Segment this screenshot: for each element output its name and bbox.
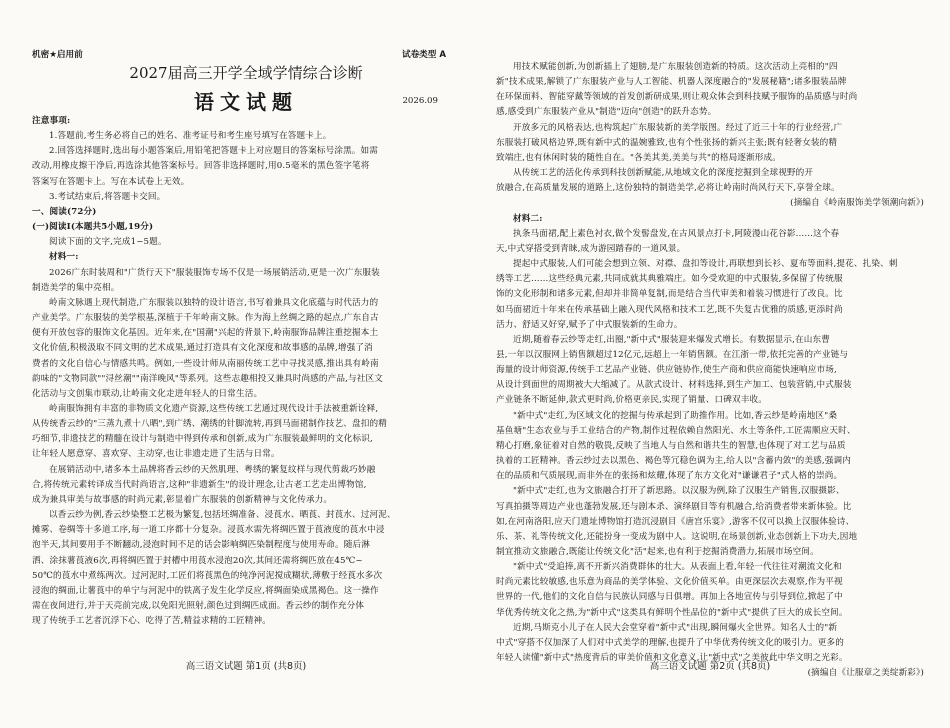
text-line: 韵味的"文物同款""浔丝潮""南洋晚风"等系列。这些志趣相投又兼具时尚感的产品,与社区文 — [32, 373, 384, 384]
text-line: 成为兼具审美与故事感的时尚元素,彰显着广东服装的创新精神与文化传承力。 — [32, 494, 333, 505]
text-line: 乐、茶、礼等传统文化,还能扮身一变成为剧中人。这说明,在场景创新,业态创新上下功夫,因地 — [496, 531, 858, 542]
exam-header — [32, 44, 460, 64]
text-line: 答案写在答题卡上。写在本试卷上无效。 — [32, 176, 190, 187]
page-2-body — [496, 60, 924, 681]
text-line: 中式"穿搭不仅加深了人们对中式美学的理解,也提升了中华优秀传统文化的吸引力。更多的 — [496, 637, 844, 648]
text-line: 近期,马斯克小儿子在人民大会堂穿着"新中式"出现,瞬间爆火全世界。知名人士的"新 — [513, 622, 838, 633]
subject-title: 语文试题 — [194, 90, 298, 114]
text-line: 制宜推动文旅融合,既能让传统文化"活"起来,也有利于挖掘消费潜力,拓展市场空间。 — [496, 547, 819, 557]
text-line: 费者的文化自信心与情感共鸣。例如,一些设计师从南丽传统工艺中寻找灵感,推出具有岭南 — [32, 358, 379, 369]
text-line: 巧细节,非遗技艺的精髓在设计与制造中得到传承和创新,成为广东服装最鲜明的文化标识, — [32, 434, 373, 445]
text-line: 摊雾、卷绸等十多道工序,每一道工序都十分复杂。浸莨水需先将绸匹置于莨液度的莨水中浸 — [32, 525, 385, 536]
page-1-footer: 高三语文试题 第1页 (共8页) — [185, 661, 307, 672]
text-line: 让年轻人愿意穿、喜欢穿、主动穿,也让非遗走进了生活与日常。 — [32, 449, 280, 460]
text-line: 产业美学。广东服装的美学根基,深植于千年岭南文脉。作为海上丝绸之路的起点,广东自古 — [32, 313, 379, 324]
text-line: 近期,随着春云纱等走红,出圈,"新中式"服装迎来爆发式增长。有数据显示,在山东曹 — [513, 334, 831, 345]
text-line: 如,在河南洛阳,应天门遗址博物馆打造沉浸剧目《唐宫乐宴》,游客不仅可以换上汉服体验诗、 — [496, 516, 855, 527]
text-line: 2026广东时装周和"广货行天下"服装服饰专场不仅是一场展销活动,更是一次广东服装 — [49, 267, 380, 278]
text-line: (一)阅读Ⅰ(本题共5小题,19分) — [32, 222, 154, 233]
text-line: 50℃的莨水中煮练两次。过河泥时,工匠们将莨黑色的纯净河泥搅成糊状,薄敷于经莨水多次 — [32, 570, 383, 581]
text-line: 便有开放包容的服饰文化基因。近年来,在"国潮"兴起的背景下,岭南服饰品牌注重挖掘本土 — [32, 328, 379, 339]
text-line: 阅读下面的文字,完成1~5题。 — [49, 237, 167, 248]
text-line: 开放多元的风格表达,也构筑起广东服装新的美学版图。经过了近三十年的行业经营,广 — [513, 122, 843, 133]
text-line: 精心打磨,象征着对自然的敬畏,反映了当地人与自然和谐共生的智慧,也体现了对工艺与品质 — [496, 440, 846, 451]
exam-date: 2026.09 — [402, 96, 438, 106]
text-line: 材料一: — [49, 252, 79, 263]
text-line: 注意事项: — [32, 116, 71, 126]
text-line: "新中式"走红,为区域文化的挖掘与传承起到了助推作用。比如,香云纱是岭南地区"桑 — [513, 410, 838, 421]
text-line: 泡半天,其间要用手不断翻动,浸泡时间不足的话会影响绸匹染制程度与使用寿命。随后淋 — [32, 540, 371, 551]
text-line: 浸泡的绸面,让薯莨中的单宁与河泥中的铁离子发生化学反应,将绸面染成黑褐色。这一操作 — [32, 585, 379, 596]
text-line: 华优秀传统文化之热,为"新中式"这类具有鲜明个性品位的"新中式"提供了巨大的成长空间。 — [496, 607, 848, 618]
exam-page-2 — [496, 60, 924, 728]
text-line: 在展销活动中,诸多本土品牌将香云纱的天然肌理、粤绣的繁复纹样与现代剪裁巧妙融 — [49, 464, 376, 475]
text-line: 海量的设计师资源,传统手工艺品产业链、供应链协作,使生产商和供应商能快速响应市场, — [496, 365, 837, 376]
subject-row — [32, 84, 460, 114]
confidential-label: 机密★启用前 — [32, 50, 83, 60]
text-line: 材料二: — [513, 213, 543, 224]
text-line: 一、阅读(72分) — [32, 206, 97, 217]
text-line: 如马面裙近十年来在传承基础上融入现代风格和技术工艺,既不失复古优雅的质感,更添时尚 — [496, 304, 843, 315]
text-line: 在环保面料、智能穿戴等领域的首发创新研成果,则让观众体会到科技赋予服饰的品质感与时尚 — [496, 92, 858, 103]
text-line: 2.回答选择题时,选出每小题答案后,用铅笔把答题卡上对应题目的答案标号涂黑。如需 — [49, 146, 379, 157]
text-line: 从传统工艺的活化传承到科技创新赋能,从地域文化的深度挖掘到全球视野的开 — [513, 168, 814, 179]
text-line: "新中式"走红,也为文旅融合打开了新思路。以汉服为例,除了汉服生产销售,汉服摄影、 — [513, 486, 845, 497]
page-1-body — [32, 114, 460, 629]
exam-title: 2027届高三开学全域学情综合诊断 — [129, 64, 363, 82]
text-line: 世界的一代,他们的文化自信与民族认同感与日俱增。再加上各地宣传与引导到位,掀起了中 — [496, 592, 843, 603]
text-line: 化活动与文创集市联动,让岭南文化走进年轻人的日常生活。 — [32, 388, 263, 399]
text-line: 现了传统手工艺者沉浮下心、吃得了苦,精益求精的工匠精神。 — [32, 616, 271, 627]
text-line: 合,将传统元素转译成当代时尚语言,这种"非遗新生"的设计理念,让古老工艺走出博物馆, — [32, 479, 367, 490]
page-2-footer: 高三语文试题 第2页 (共8页) — [649, 661, 771, 672]
text-line: 以香云纱为例,香云纱染整工艺极为繁复,包括坯绸准备、浸莨水、晒莨、封莨水、过河泥、 — [49, 510, 396, 521]
text-line: 需在夜间进行,并于天亮前完成,以免阳光照射,颜色过到绸匹成面。香云纱的制作充分体 — [32, 601, 365, 611]
text-line: 致端庄,也有休闲时装的随性自在。"各美其美,美美与共"的格局逐渐形成。 — [496, 152, 782, 163]
text-line: (摘编自《让服章之美绽新彩》) — [807, 668, 924, 679]
text-line: "新中式"受追捧,离不开新兴消费群体的壮大。从表面上看,年轻一代往往对潮流文化和 — [513, 562, 842, 573]
text-line: 岭南文脉遇上现代制造,广东服装以独特的设计语言,书写着兼具文化底蕴与时代活力的 — [49, 297, 379, 308]
text-line: 执条马面裙,配上素色衬衣,做个发髻盘发,在古风景点打卡,阿陵漫山花谷影……这个春 — [513, 228, 840, 239]
text-line: 感,感受到广东服装产业从"制造"迈向"创造"的跃升态势。 — [496, 107, 717, 118]
text-line: 天,中式穿搭受到青睐,成为游园踏春的一道风景。 — [496, 243, 686, 254]
text-line: 新"技术成果,解锁了广东服装产业与人工智能、机器人深度融合的"发展秘籍";诸多服装品牌 — [496, 77, 847, 88]
text-line: 饰的文化形制和诸多元素,但却并非简单复制,而是结合当代审美和着装习惯进行了改良。比 — [496, 289, 843, 300]
text-line: 岭南服饰拥有丰富的非物质文化遗产资源,这些传统工艺通过现代设计手法被重新诠释, — [49, 403, 379, 414]
exam-type-label: 试卷类型 A — [401, 50, 446, 60]
text-line: 基鱼塘"生态农业与手工业结合的产物,制作过程依赖自然阳光、水土等条件,工匠需顺应天时、 — [496, 425, 856, 436]
text-line: 制造美学的集中亮相。 — [32, 282, 120, 293]
text-line: 洒、涂抹薯莨液6次,再将绸匹置于封槽中用莨水浸泡20次,其间还需将绸匹放在45℃~ — [32, 555, 363, 566]
text-line: 从传统香云纱的"三蒸九煮十八晒",到广绣、潮绣的针脚流转,再到马面裙制作技艺、盘扣的精 — [32, 419, 387, 430]
text-line: 3.考试结束后,将答题卡交回。 — [49, 191, 166, 202]
text-line: 1.答题前,考生务必将自己的姓名、准考证号和考生座号填写在答题卡上。 — [49, 131, 332, 142]
text-line: 执着的工匠精神。香云纱过去以黑色、褐色等冗稳色调为主,给人以"含蓄内敛"的美感,强调内 — [496, 456, 851, 467]
text-line: 年轻人读懂"新中式"热度背后的审美价值和文化意义,让"新中式"之美彼此中华文明之光彩。 — [496, 653, 848, 664]
text-line: 在的品质和气质展现,而非外在的张扬和炫耀,体现了东方文化对"谦谦君子"式人格的崇尚。 — [496, 471, 843, 482]
text-line: 从设计到面世的周期被大大缩减了。从款式设计、材料选择,到生产加工、包装营销,中式服装 — [496, 380, 852, 391]
text-line: 写真拍摄等周边产业也蓬勃发展,还与剧本杀、演绎剧目等有机融合,给消费者带来新体验。比 — [496, 501, 852, 512]
text-line: 文化价值,积极汲取不同文明的艺术成果,通过打造具有文化深度和故事感的品牌,增强了消 — [32, 343, 373, 354]
text-line: 时尚元素比较敏感,也乐意为商品的美学体验、文化价值买单。由更深层次去观察,作为平视 — [496, 577, 843, 588]
text-line: 东服装打破风格边界,既有新中式的温婉雅致,也有个性张扬的新兴主张;既有轻奢女装的精 — [496, 137, 838, 148]
text-line: 县,一年以汉服网上销售额超过12亿元,远超上一年销售额。在江浙一带,依托完善的产业链与 — [496, 349, 849, 360]
text-line: 活力、舒适又好穿,赋予了中式服装新的生命力。 — [496, 319, 683, 330]
text-line: 产业链条不断延伸,款式更时尚,价格更亲民,实现了销量、口碑双丰收。 — [496, 395, 767, 406]
text-line: 提起中式服装,人们可能会想到立领、对襟、盘扣等设计,再联想到长衫、夏布等面料,提花、扎染、刺 — [513, 259, 898, 270]
exam-page-1 — [32, 44, 460, 728]
text-line: 绣等工艺……这些经典元素,共同成就其典雅端庄。如今受欢迎的中式服装,多保留了传统服 — [496, 274, 843, 285]
text-line: 放融合,在高质量发展的道路上,这份独特的制造美学,必将让岭南时尚风行天下,享誉全球。 — [496, 183, 840, 194]
text-line: 改动,用橡皮擦干净后,再选涂其他答案标号。回答非选择题时,用0.5毫米的黑色签字笔将 — [32, 161, 370, 172]
text-line: 用技术赋能创新,为创新插上了翅膀,是广东服装创造新的特质。这次活动上亮相的"四 — [513, 62, 838, 72]
text-line: (摘编自《岭南服饰美学领潮向新》) — [790, 198, 924, 209]
